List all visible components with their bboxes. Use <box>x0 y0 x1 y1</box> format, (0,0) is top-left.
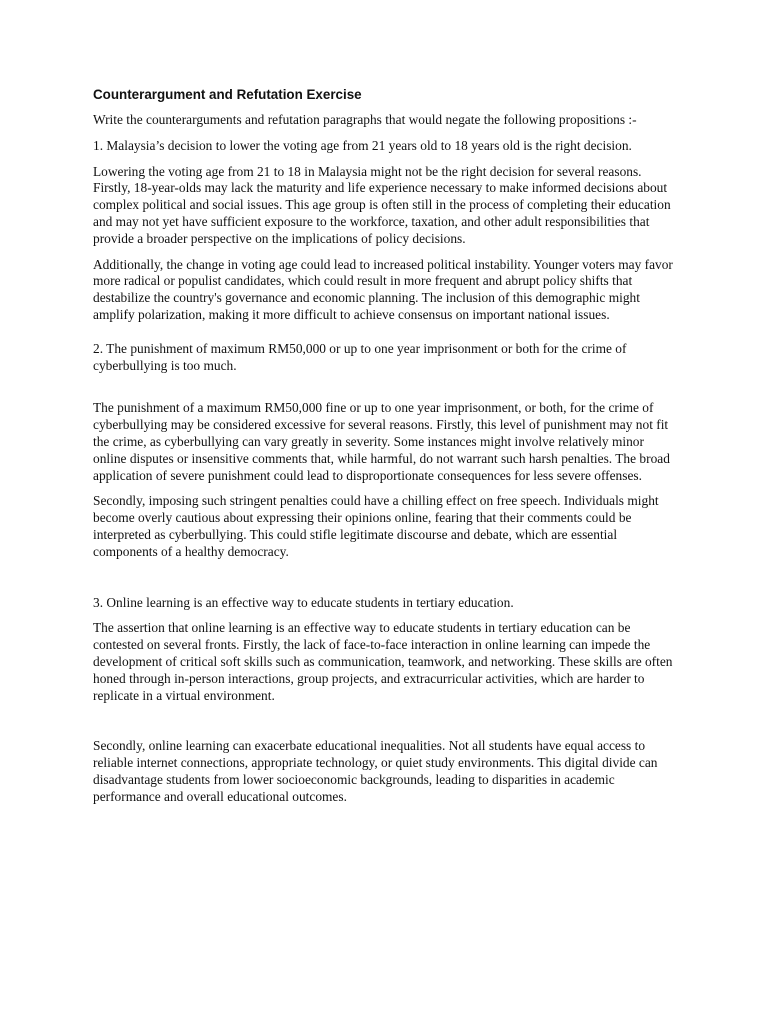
section-3-paragraph-2: Secondly, online learning can exacerbate educational inequalities. Not all students have equal access to reliable internet connections, appropriate technology, or quiet study environments. This digital divide can disadvantage students from lower socioeconomic backgrounds, leading to disparities in academic performance and overall educational outcomes. <box>93 738 658 804</box>
document-title: Counterargument and Refutation Exercise <box>93 87 362 102</box>
proposition-1: 1. Malaysia’s decision to lower the voting age from 21 years old to 18 years old is the right decision. <box>93 137 632 153</box>
instruction-text: Write the counterarguments and refutation paragraphs that would negate the following propositions :- <box>93 112 637 127</box>
section-2-paragraph-1: The punishment of a maximum RM50,000 fine or up to one year imprisonment, or both, for the crime of cyberbullying may be considered excessive for several reasons. Firstly, this level of punishment may not fit the crime, as cyberbullying can vary greatly in severity. Some instances might involve relatively minor online disputes or insensitive comments that, while harmful, do not warrant such harsh penalties. The broad application of severe punishment could lead to disproportionate consequences for less severe offenses. <box>93 400 670 483</box>
section-3-paragraph-1: The assertion that online learning is an effective way to educate students in tertiary education can be contested on several fronts. Firstly, the lack of face-to-face interaction in online learning can impede the development of critical soft skills such as communication, teamwork, and networking. These skills are often honed through in-person interactions, group projects, and extracurricular activities, which are harder to replicate in a virtual environment. <box>93 620 673 703</box>
document-page <box>93 86 679 815</box>
section-1-paragraph-1: Lowering the voting age from 21 to 18 in Malaysia might not be the right decision for several reasons. Firstly, 18-year-olds may lack the maturity and life experience necessary to make informed decisions about complex political and social issues. This age group is often still in the process of completing their education and may not yet have sufficient exposure to the workforce, taxation, and other adult responsibilities that provide a broader perspective on the implications of policy decisions. <box>93 163 671 246</box>
section-1-paragraph-2: Additionally, the change in voting age could lead to increased political instability. Younger voters may favor more radical or populist candidates, which could result in more frequent and abrupt policy shifts that destabilize the country's governance and economic planning. The inclusion of this demographic might amplify polarization, making it more difficult to achieve consensus on important national issues. <box>93 256 673 322</box>
proposition-3: 3. Online learning is an effective way to educate students in tertiary education. <box>93 594 514 610</box>
section-2-paragraph-2: Secondly, imposing such stringent penalties could have a chilling effect on free speech. Individuals might become overly cautious about expressing their opinions online, fearing that their comments could be interpreted as cyberbullying. This could stifle legitimate discourse and debate, which are essential components of a healthy democracy. <box>93 493 659 559</box>
proposition-2: 2. The punishment of maximum RM50,000 or up to one year imprisonment or both for the crime of cyberbullying is too much. <box>93 340 627 373</box>
